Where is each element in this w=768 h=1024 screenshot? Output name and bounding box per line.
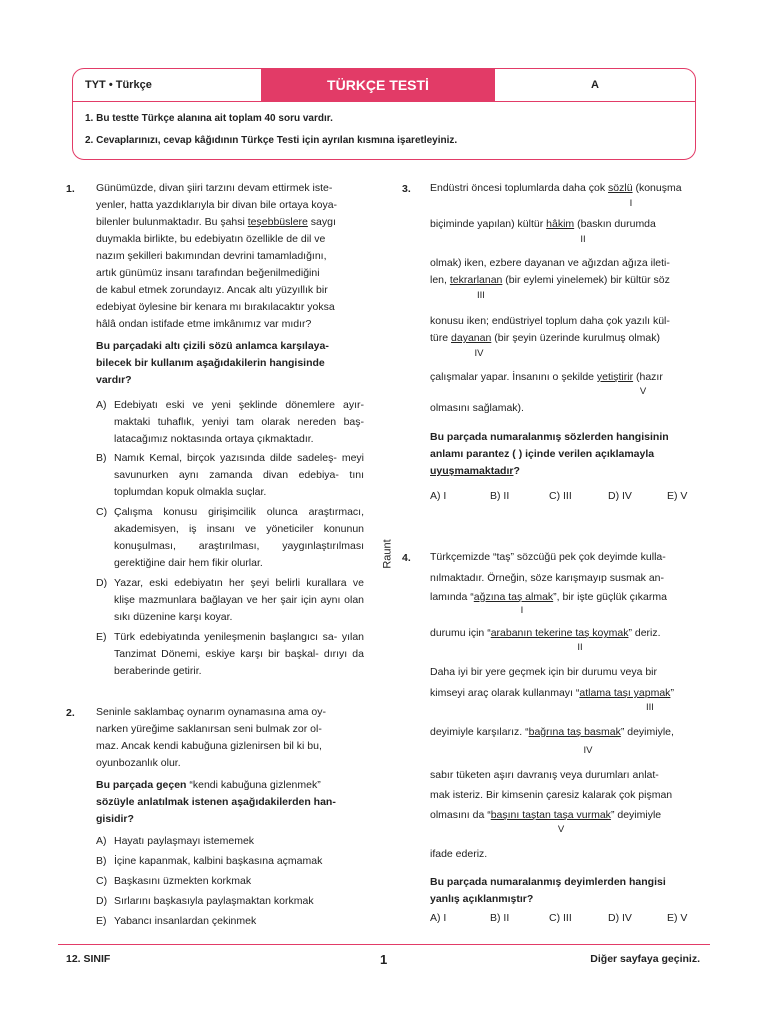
question-4-stem: Bu parçada numaralanmış deyimlerden hangisi yanlış açıklanmıştır? <box>430 876 666 905</box>
q2-option-c[interactable]: C) Başkasını üzmekten korkmak <box>96 875 252 887</box>
booklet-type: A <box>591 79 599 91</box>
header-bar <box>73 69 695 102</box>
question-2-stem: Bu parçada geçen “kendi kabuğuna gizlenmek” sözüyle anlatılmak istenen aşağıdakilerden han- gisidir? <box>96 779 336 825</box>
q3-option-a[interactable]: A) I <box>430 490 447 502</box>
grade-label: 12. SINIF <box>66 953 111 965</box>
q2-option-b[interactable]: B) İçine kapanmak, kalbini başkasına açmamak <box>96 855 323 867</box>
q4-line: kimseyi araç olarak kullanmayı “atlama taşı yapmak” <box>430 687 674 699</box>
roman-numeral: III <box>477 290 485 301</box>
instruction-2: 2. Cevaplarınızı, cevap kâğıdının Türkçe Testi için ayrılan kısmına işaretleyiniz. <box>85 135 458 146</box>
next-page-note: Diğer sayfaya geçiniz. <box>590 953 700 965</box>
passage-line: bilenler bulunmaktadır. Bu şahsi teşebbüslere saygı <box>96 216 336 228</box>
question-1-passage <box>96 180 364 333</box>
passage-line: yenler, hatta yazdıklarıyla bir divan bile ortaya koya- <box>96 199 338 211</box>
q3-line: olmak) iken, ezbere dayanan ve ağızdan ağıza ileti- <box>430 257 670 269</box>
underlined-word: teşebbüslere <box>247 216 308 228</box>
roman-numeral: I <box>520 605 524 616</box>
test-header <box>72 68 696 160</box>
q4-option-a[interactable]: A) I <box>430 912 447 924</box>
question-3-number: 3. <box>402 183 411 195</box>
q4-line: deyimiyle karşılarız. “bağrına taş basmak” deyimiyle, <box>430 726 674 738</box>
roman-numeral: III <box>646 702 654 713</box>
passage-line: hâlâ ondan istifade etme imkânımız var mıdır? <box>96 318 312 330</box>
q4-option-d[interactable]: D) IV <box>608 912 632 924</box>
q4-line: nılmaktadır. Örneğin, söze karışmayıp susmak an- <box>430 572 665 584</box>
q4-line: ifade ederiz. <box>430 848 488 860</box>
roman-numeral: IV <box>583 745 593 756</box>
question-1-stem: Bu parçadaki altı çizili sözü anlamca karşılaya- bilecek bir kullanım aşağıdakilerin hangisinde vardır? <box>96 340 329 386</box>
q4-line: lamında “ağzına taş almak”, bir işte güçlük çıkarma <box>430 591 667 603</box>
q4-line: durumu için “arabanın tekerine taş koymak” deriz. <box>430 627 661 639</box>
q1-option-a[interactable]: A) Edebiyatı eski ve yeni şeklinde dönemlere ayır- maktaki tuhaflık, yeniyi tam olarak nereden baş- latacağımız noktasında ortaya çıkmaktadır. <box>96 399 364 445</box>
q1-option-b[interactable]: B) Namık Kemal, birçok yazısında dilde sadeleş- meyi savunurken aynı zamanda divan edebiya- tını toplumdan kopuk olmakla suçlar. <box>96 452 364 498</box>
q4-line: Daha iyi bir yere geçmek için bir durumu veya bir <box>430 666 658 678</box>
q3-line: len, tekrarlanan (bir eylemi yinelemek) bir kültür söz <box>430 274 670 286</box>
q4-line: olmasını da “başını taştan taşa vurmak” deyimiyle <box>430 809 662 821</box>
roman-numeral: V <box>557 824 565 835</box>
q3-option-b[interactable]: B) II <box>490 490 510 502</box>
q4-line: Türkçemizde “taş” sözcüğü pek çok deyimde kulla- <box>430 551 666 563</box>
question-2-number: 2. <box>66 707 75 719</box>
question-1-number: 1. <box>66 183 75 195</box>
instruction-1: 1. Bu testte Türkçe alanına ait toplam 40 soru vardır. <box>85 113 333 124</box>
passage-line: de kabul etmek zorundayız. Ancak altı yüzyıllık bir <box>96 284 328 296</box>
subject-label: TYT • Türkçe <box>85 79 152 91</box>
q3-option-d[interactable]: D) IV <box>608 490 632 502</box>
passage-line: edebiyat öylesine bir kenara mı bırakılacaktır yoksa <box>96 301 335 313</box>
q4-line: sabır tüketen aşırı davranış veya durumları anlat- <box>430 769 659 781</box>
passage-line: duymakla birlikte, bu edebiyatın özellikle de dil ve <box>96 233 326 245</box>
roman-numeral: I <box>629 198 633 209</box>
roman-numeral: II <box>580 234 586 245</box>
question-2-passage: Seninle saklambaç oynarım oynamasına ama oy- narken yüreğime saklanırsan seni bulmak zor ol- maz. Ancak kendi kabuğuna gizlenirsen bil ki bu, oyunbozanlık olur. <box>96 706 326 769</box>
page-number: 1 <box>380 952 388 967</box>
q3-line: biçiminde yapılan) kültür hâkim (baskın durumda <box>430 218 656 230</box>
q4-option-e[interactable]: E) V <box>667 912 688 924</box>
passage-line: nazım şekilleri bakımından devrini tamamladığını, <box>96 250 327 262</box>
q3-option-e[interactable]: E) V <box>667 490 688 502</box>
q2-option-e[interactable]: E) Yabancı insanlardan çekinmek <box>96 915 257 927</box>
question-4-number: 4. <box>402 552 411 564</box>
q4-line: mak isteriz. Bir kimsenin çaresiz kalarak çok pişman <box>430 789 673 801</box>
question-3-stem: Bu parçada numaralanmış sözlerden hangisinin anlamı parantez ( ) içinde verilen açıklamayla uyuşmamaktadır? <box>430 431 669 477</box>
q4-option-b[interactable]: B) II <box>490 912 510 924</box>
q3-option-c[interactable]: C) III <box>549 490 572 502</box>
q3-line: olmasını sağlamak). <box>430 402 524 414</box>
passage-line: Günümüzde, divan şiiri tarzını devam ettirmek iste- <box>96 182 333 194</box>
q3-line: çalışmalar yapar. İnsanını o şekilde yetiştirir (hazır <box>430 371 663 383</box>
q2-option-a[interactable]: A) Hayatı paylaşmayı istememek <box>96 835 255 847</box>
q1-option-e[interactable]: E) Türk edebiyatında yenileşmenin başlangıcı sa- yılan Tanzimat Dönemi, eskiye karşı bir başkal- dırıyı da beraberinde getirir. <box>96 631 364 677</box>
roman-numeral: II <box>577 642 583 653</box>
q4-option-c[interactable]: C) III <box>549 912 572 924</box>
roman-numeral: V <box>639 386 647 397</box>
raunt-label: Raunt <box>381 539 394 569</box>
roman-numeral: IV <box>474 348 484 359</box>
q1-option-c[interactable]: C) Çalışma konusu girişimcilik olunca araştırmacı, akademisyen, iş insanı ve yöneticiler konunun konuşulması, araştırılması, yaygınlaştırılması gerektiğine dair hem fikir olurlar. <box>96 506 364 569</box>
test-title: TÜRKÇE TESTİ <box>261 69 495 101</box>
q3-line: Endüstri öncesi toplumlarda daha çok sözlü (konuşma <box>430 182 682 194</box>
q3-line: türe dayanan (bir şeyin üzerinde kurulmuş olmak) <box>430 332 660 344</box>
q2-option-d[interactable]: D) Sırlarını başkasıyla paylaşmaktan korkmak <box>96 895 314 907</box>
q3-line: konusu iken; endüstriyel toplum daha çok yazılı kül- <box>430 315 670 327</box>
q1-option-d[interactable]: D) Yazar, eski edebiyatın her şeyi belirli kurallara ve klişe mazmunlara bağlayan ve her şair için aynı olan sıkı düzenine karşı koyar. <box>96 577 364 623</box>
passage-line: artık günümüz insanı tarafından beğenilmediğini <box>96 267 320 279</box>
footer-divider <box>58 944 710 945</box>
